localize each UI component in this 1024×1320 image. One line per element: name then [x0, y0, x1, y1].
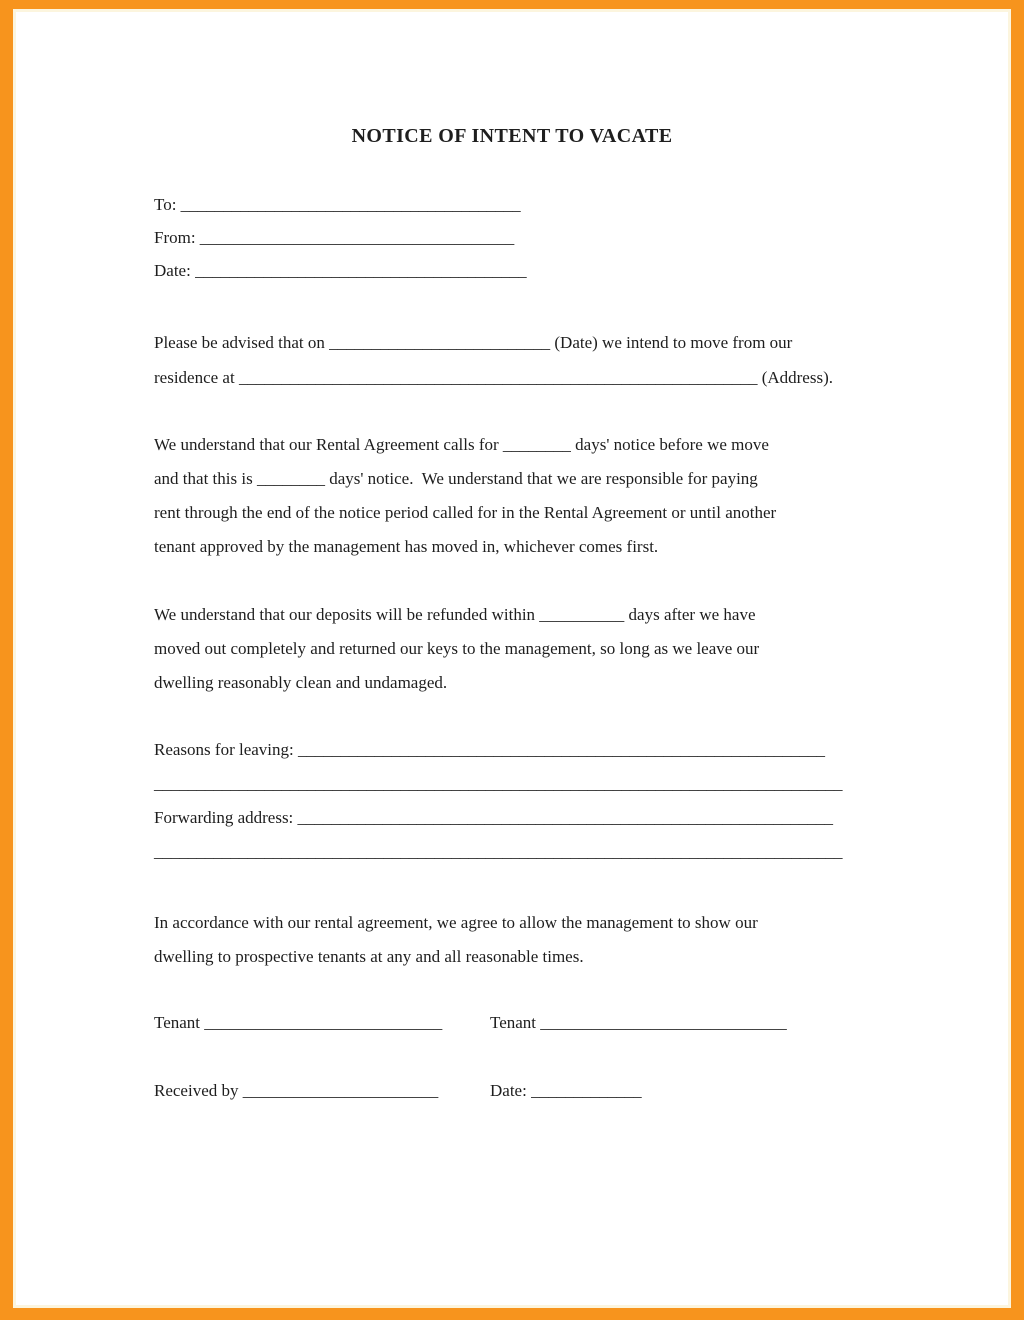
received-date-line: Date: _____________ — [490, 1081, 642, 1100]
notice-terms-line: tenant approved by the management has moved in, whichever comes first. — [154, 537, 659, 556]
reasons-continuation-line: _________________________________________________________________________________ — [154, 774, 843, 793]
showing-clause-paragraph — [154, 906, 758, 974]
forwarding-continuation-line: _________________________________________________________________________________ — [154, 842, 843, 861]
tenant-signature-right: Tenant _____________________________ — [490, 1013, 787, 1032]
deposit-terms-line: moved out completely and returned our keys to the management, so long as we leave our — [154, 639, 760, 658]
intro-paragraph-line: residence at _____________________________________________________________ (Address). — [154, 368, 833, 387]
to-line: To: ________________________________________ — [154, 195, 521, 214]
received-row — [13, 1074, 1024, 1108]
address-header-block — [154, 188, 527, 287]
reasons-and-forwarding-block — [154, 733, 843, 869]
showing-clause-line: In accordance with our rental agreement, we agree to allow the management to show our — [154, 913, 758, 932]
notice-terms-paragraph — [154, 428, 776, 564]
date-line: Date: _______________________________________ — [154, 261, 527, 280]
deposit-terms-line: We understand that our deposits will be refunded within __________ days after we have — [154, 605, 756, 624]
forwarding-address-line: Forwarding address: _______________________________________________________________ — [154, 808, 834, 827]
notice-terms-line: and that this is ________ days' notice. We understand that we are responsible for paying — [154, 469, 758, 488]
notice-terms-line: We understand that our Rental Agreement calls for ________ days' notice before we move — [154, 435, 769, 454]
deposit-terms-line: dwelling reasonably clean and undamaged. — [154, 673, 448, 692]
received-by-line: Received by _______________________ — [154, 1081, 439, 1100]
intro-paragraph — [154, 325, 833, 395]
document-title: NOTICE OF INTENT TO VACATE — [351, 125, 673, 147]
showing-clause-line: dwelling to prospective tenants at any and all reasonable times. — [154, 947, 584, 966]
tenant-signature-row — [13, 1006, 1024, 1040]
tenant-signature-left: Tenant ____________________________ — [154, 1013, 443, 1032]
notice-terms-line: rent through the end of the notice period called for in the Rental Agreement or until another — [154, 503, 777, 522]
deposit-terms-paragraph — [154, 598, 759, 700]
intro-paragraph-line: Please be advised that on __________________________ (Date) we intend to move from our — [154, 333, 793, 352]
from-line: From: _____________________________________ — [154, 228, 515, 247]
reasons-for-leaving-line: Reasons for leaving: ______________________________________________________________ — [154, 740, 825, 759]
